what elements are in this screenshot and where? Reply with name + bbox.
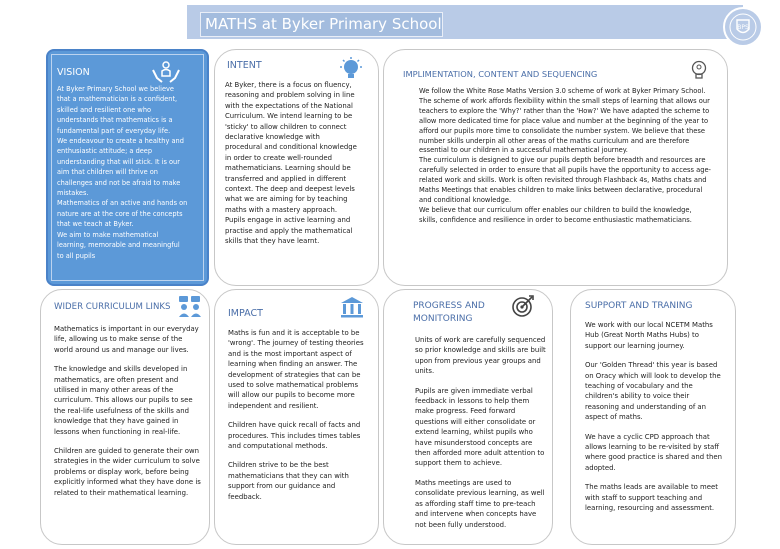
- support-paragraph: Our 'Golden Thread' this year is based on Oracy which will look to develop the teaching of vocabulary and the children's ability to voice their reasoning and understanding of an aspect of maths.: [585, 361, 721, 422]
- vision-title: VISION: [57, 67, 90, 78]
- impact-panel: [214, 289, 379, 545]
- impact-paragraph: Children have quick recall of facts and procedures. This includes times tables and computational methods.: [228, 421, 361, 451]
- school-crest-icon: [723, 7, 763, 47]
- implementation-paragraph: The curriculum is designed to give our pupils depth before breadth and resources are carefully selected in order to ensure that all pupils have the opportunity to access age-related work and skills. Work is often revisited through Flashback 4s, Maths chats and Maths Meetings that enables children to make links between declarative, procedural and conditional knowledge.: [419, 156, 711, 204]
- support-paragraph: We work with our local NCETM Maths Hub (Great North Maths Hubs) to support our learning journey.: [585, 321, 713, 350]
- implementation-panel: [383, 49, 728, 286]
- implementation-paragraph: We believe that our curriculum offer enables our children to build the knowledge, skills, confidence and resilience in order to become enthusiastic mathematicians.: [419, 205, 692, 224]
- lightbulb-person-icon: [689, 60, 709, 86]
- vision-paragraph: We aim to make mathematical learning, memorable and meaningful to all pupils: [57, 230, 180, 260]
- vision-paragraph: We endeavour to create a healthy and enthusiastic attitude; a deep understanding that will stick. It is our aim that children will thrive on challenges and not be afraid to make mistakes.: [57, 137, 184, 198]
- pillar-building-icon: [339, 296, 365, 322]
- support-training-panel: [570, 289, 736, 545]
- intent-panel: [214, 49, 379, 286]
- wider-curriculum-paragraph: Mathematics is important in our everyday life, allowing us to make sense of the world around us and manage our lives.: [54, 325, 199, 354]
- implementation-paragraph: We follow the White Rose Maths Version 3.0 scheme of work at Byker Primary School. The scheme of work affords flexibility within the small steps of learning that allows our teachers to explore the 'Why?' rather than the 'How?' We have adapted the scheme to allow more dedicated time for place value and number at the beginning of the year to afford our pupils more time to consolidate the number system. We believe that these number skills underpin all other areas of the maths curriculum and are therefore essential to our children in a successful mathematical journey.: [419, 87, 710, 155]
- intent-paragraph: At Byker, there is a focus on fluency, reasoning and problem solving in line with the expectations of the National Curriculum. We intend learning to be 'sticky' to allow children to connect declarative knowledge with procedural and conditional knowledge in order to create well-rounded mathematicians. Learning should be transferred and applied in different context. The deep and deepest levels what we are aiming for by teaching maths with a mastery approach.: [225, 81, 357, 214]
- progress-paragraph: Units of work are carefully sequenced so prior knowledge and skills are built upon from previous year groups and units.: [415, 336, 546, 376]
- progress-paragraph: Pupils are given immediate verbal feedback in lessons to help them make progress. Feed forward questions will either consolidate or extend learning, whilst pupils who have misunderstood concepts are then afforded more adult attention to support them to achieve.: [415, 386, 545, 468]
- progress-title-line1: PROGRESS AND: [413, 301, 485, 311]
- support-paragraph: We have a cyclic CPD approach that allows learning to be re-visited by staff where good practice is shared and then adopted.: [585, 432, 722, 472]
- vision-paragraph: Mathematics of an active and hands on nature are at the core of the concepts that we teach at Byker.: [57, 199, 188, 229]
- progress-paragraph: Maths meetings are used to consolidate previous learning, as well as affording staff time to pre-teach and intervene when concepts have not been fully understood.: [415, 478, 545, 529]
- target-icon: [511, 294, 535, 322]
- support-title: SUPPORT AND TRANING: [585, 301, 693, 311]
- progress-title-line2: MONITORING: [413, 314, 473, 324]
- wider-curriculum-paragraph: The knowledge and skills developed in mathematics, are often present and utilised in many other areas of the curriculum. This allows our pupils to see the real-life usefulness of the skills and knowledge that they have gained in lessons when functioning in real-life.: [54, 365, 193, 436]
- support-paragraph: The maths leads are available to meet with staff to support teaching and learning, resourcing and assessment.: [585, 483, 718, 513]
- progress-monitoring-panel: [383, 289, 553, 545]
- impact-paragraph: Maths is fun and it is acceptable to be 'wrong'. The journey of testing theories and is the most important aspect of learning when finding an answer. The development of strategies that can be used to solve mathematical problems will allow our pupils to become more independent and resilient.: [228, 329, 364, 410]
- people-discussion-icon: [177, 294, 203, 322]
- page-title: MATHS at Byker Primary School: [200, 12, 443, 37]
- svg-text:BPS: BPS: [737, 24, 749, 31]
- wider-curriculum-title: WIDER CURRICULUM LINKS: [54, 302, 171, 312]
- vision-panel: [46, 49, 209, 286]
- vision-paragraph: At Byker Primary School we believe that a mathematician is a confident, skilled and resilient one who understands that mathematics is a fundamental part of everyday life.: [57, 85, 178, 135]
- implementation-title: IMPLIMENTATION, CONTENT AND SEQUENCING: [403, 69, 598, 79]
- impact-paragraph: Children strive to be the best mathematicians that they can with support from our guidance and feedback.: [228, 461, 349, 501]
- intent-title: INTENT: [227, 60, 262, 71]
- impact-title: IMPACT: [228, 308, 263, 319]
- wider-curriculum-paragraph: Children are guided to generate their own strategies in the wider curriculum to solve problems or display work, before being explicitly informed what they have done is related to their mathematical learning.: [54, 447, 201, 497]
- intent-paragraph: Pupils engage in active learning and practise and apply the mathematical skills that they have learnt.: [225, 216, 353, 246]
- wider-curriculum-panel: [40, 289, 210, 545]
